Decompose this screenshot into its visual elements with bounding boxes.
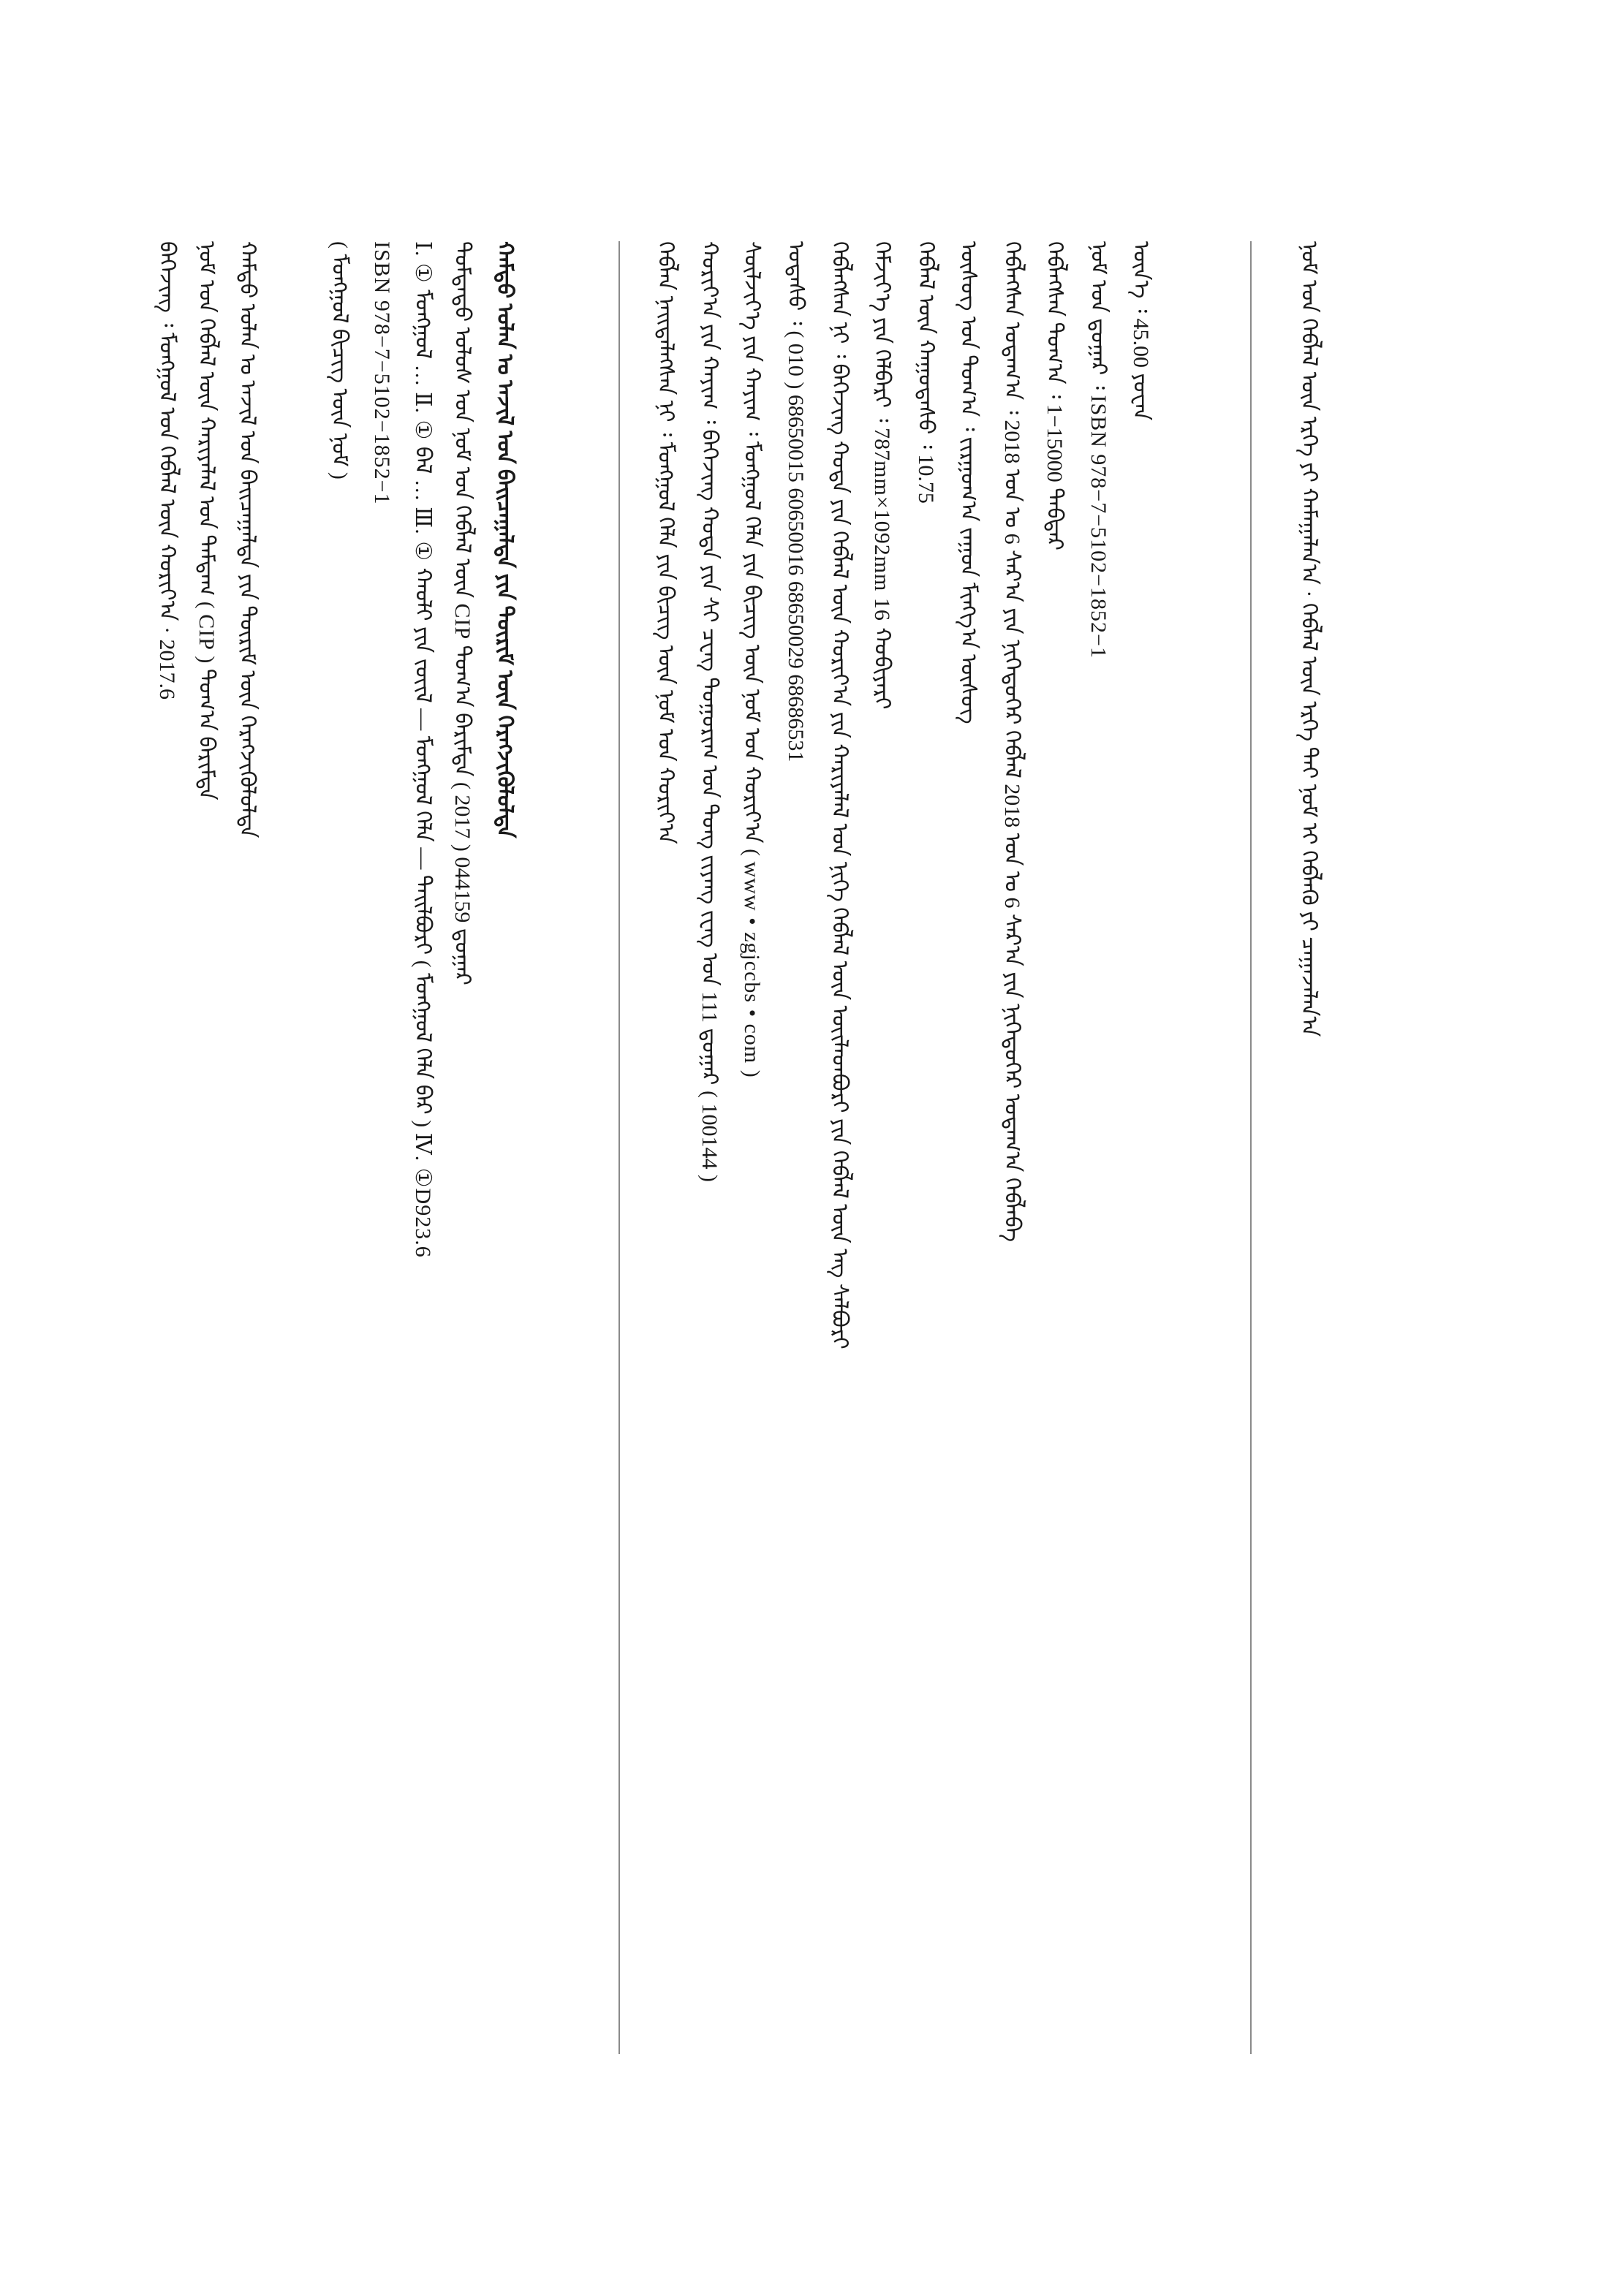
cip-publisher-line: ᠪᠡᠭᠡᠵᠢᠩ ᠄ ᠮᠣᠩᠭᠣᠯ ᠤᠨ ᠬᠡᠪᠯᠡᠯ ᠦᠨ ᠬᠣᠷᠢᠶ᠎ᠠ · 2017.6	[155, 241, 179, 700]
cip-data-bracket: ( ᠮᠣᠩᠭᠣᠯ ᠪᠢᠴᠢᠭ᠌ ᠦᠨ ᠨᠣᠮ )	[328, 241, 352, 480]
cip-cataloging-line: Ⅰ. ① ᠮᠣᠩᠭᠣᠯ … Ⅱ. ① ᠪᠡᠯ … Ⅲ. ① ᠬᠠᠤᠯᠢ ᠶᠢᠨ ᠵᠦᠢᠯ — ᠮᠣᠩᠭᠣᠯ ᠬᠡᠯᠡ — ᠲᠠᠢᠯᠪᠤᠷᠢ ( ᠮᠣᠩᠭᠣᠯ ᠬᠡᠯᠡ ᠪᠡᠷ ) Ⅳ. ①D923.6	[411, 241, 435, 1258]
colophon-format: ᠬᠡᠮᠵᠢᠶ᠎ᠡ ᠶᠢᠨ ᠬᠡᠯᠪᠡᠷᠢ ᠄ 787mm×1092mm 16 ᠬᠤᠪᠢᠶᠠᠷᠢ	[870, 241, 894, 710]
colophon-sheets: ᠬᠡᠪᠯᠡᠯ ᠦᠨ ᠬᠠᠭᠤᠳᠠᠰᠤ ᠄ 10.75	[914, 241, 938, 504]
cip-book-title: ᠬᠠᠮᠲᠤ ᠣᠯᠠᠨ ᠤ ᠠᠵᠢᠯ ᠤᠨ ᠪᠠᠢᠴᠠᠭᠠᠯᠲᠠ ᠶᠢᠨ ᠳᠦᠷᠢᠮ ᠦᠨ ᠬᠡᠷᠡᠭᠵᠢᠭᠦᠯᠦᠯᠲᠡ	[235, 241, 260, 838]
colophon-website: ᠰᠦᠯᠵᠢᠶ᠎ᠡ ᠶᠢᠨ ᠬᠠᠶᠢᠭ ᠄ ᠮᠣᠩᠭᠣᠯ ᠬᠡᠯᠡ ᠶᠢᠨ ᠪᠢᠴᠢᠭ᠌ ᠦᠨ ᠨᠣᠮ ᠤᠨ ᠬᠣᠷᠢᠶ᠎ᠠ ( www • zgjccbs • com )	[740, 241, 764, 1077]
cip-isbn-line: ISBN 978−7−5102−1852−1	[370, 241, 394, 505]
colophon-phone: ᠤᠲᠠᠰᠤ ᠄ ( 010 ) 68650015 60650016 68650029 68686531	[784, 241, 808, 762]
colophon-word-count: ᠦᠰᠦᠭ ᠤᠨ ᠲᠣᠭ᠎ᠠ ᠄ ᠵᠢᠷᠭᠤᠭ᠎ᠠ ᠵᠠᠭᠤᠨ ᠮᠢᠩᠭ᠎ᠠ ᠦᠰᠦᠭ	[956, 241, 980, 724]
divider-left	[618, 241, 620, 2054]
cip-data-line: ᠳᠤᠮᠳᠠᠳᠤ ᠤᠯᠤᠰ ᠤᠨ ᠨᠣᠮ ᠤᠨ ᠬᠡᠪᠯᠡᠯ ᠦᠨ CIP ᠲᠣᠭ᠎ᠠ ᠪᠠᠷᠢᠮᠲᠠ ( 2017 ) 044159 ᠳ᠋ᠤᠭᠠᠷ	[450, 241, 474, 985]
colophon-edition: ᠬᠡᠪᠯᠡᠭᠰᠡᠨ ᠤᠳᠠᠭ᠎ᠠ ᠄ 2018 ᠣᠨ ᠤ 6 ᠰᠠᠷ᠎ᠠ ᠶᠢᠨ ᠨᠢᠭᠡᠳᠦᠭᠡᠷ ᠬᠡᠪᠯᠡᠯ 2018 ᠣᠨ ᠤ 6 ᠰᠠᠷ᠎ᠠ ᠶᠢᠨ ᠨᠢᠭᠡᠳᠦᠭᠡᠷ ᠤᠳᠠᠭ᠎ᠠ ᠬᠡᠪᠯᠡᠪᠡ	[1000, 241, 1024, 1243]
colophon-print-count: ᠬᠡᠪᠯᠡᠭᠰᠡᠨ ᠲᠣᠭ᠎ᠠ ᠄ 1−15000 ᠳᠡᠪᠲᠡᠷ	[1043, 241, 1067, 551]
colophon-price: ᠦᠨ᠎ᠡ ᠄ 45.00 ᠶᠤᠸᠠᠨ	[1129, 241, 1153, 421]
colophon-distributor: ᠬᠡᠪᠯᠡᠨ ᠨᠡᠢᠲᠡᠯᠡᠭᠰᠡᠨ ᠨᠢ ᠄ ᠮᠣᠩᠭᠣᠯ ᠬᠡᠯᠡ ᠶᠢᠨ ᠪᠢᠴᠢᠭ᠌ ᠦᠨ ᠨᠣᠮ ᠤᠨ ᠬᠣᠷᠢᠶ᠎ᠠ	[654, 241, 678, 844]
colophon-translation-note: ᠨᠣᠮ ᠤᠨ ᠬᠡᠪᠯᠡᠯ ᠦᠨ ᠡᠷᠬᠡ ᠶᠢ ᠬᠠᠮᠠᠭᠠᠯᠠᠨ᠎ᠠ · ᠬᠡᠪᠯᠡᠯ ᠦᠨ ᠡᠷᠬᠡ ᠲᠠᠢ ᠨᠣᠮ ᠢ ᠬᠡᠪᠯᠡᠬᠦ ᠶᠢ ᠴᠠᠭᠠᠵᠠᠯᠠᠨ᠎ᠠ	[1297, 241, 1321, 1037]
divider-right	[1250, 241, 1252, 2054]
cip-header-title: ᠨᠣᠮ ᠤᠨ ᠬᠡᠪᠯᠡᠯ ᠦᠨ ᠬᠠᠷᠢᠶᠠᠯᠠᠯ ᠤᠨ ᠲᠡᠮᠳᠡᠭ᠋ ( CIP ) ᠲᠣᠭ᠎ᠠ ᠪᠠᠷᠢᠮᠲᠠ	[194, 241, 219, 800]
colophon-isbn: ᠨᠣᠮ ᠤᠨ ᠳ᠋ᠤᠭᠠᠷ ᠄ ISBN 978−7−5102−1852−1	[1086, 241, 1111, 659]
colophon-printer: ᠬᠡᠪᠯᠡᠭᠰᠡᠨ ᠨᠢ ᠄ ᠪᠡᠭᠡᠵᠢᠩ ᠬᠣᠲᠠ ᠶᠢᠨ ᠬᠡᠪᠯᠡᠯ ᠦᠨ ᠬᠣᠷᠢᠶ᠎ᠠ ᠶᠢᠨ ᠬᠠᠷᠢᠶᠠᠯᠠᠯ ᠤᠨ ᠨᠢᠭᠡ ᠬᠡᠪᠯᠡᠯ ᠦᠨ ᠦᠢᠯᠡᠳᠪᠦᠷᠢ ᠶᠢᠨ ᠬᠡᠪᠯᠡᠯ ᠦᠨ ᠡᠩ ᠰᠠᠯᠪᠤᠷᠢ	[828, 241, 852, 1349]
cip-section-heading: ᠬᠠᠮᠲᠤ ᠣᠯᠠᠨ ᠤ ᠠᠵᠢᠯ ᠤᠨ ᠪᠠᠢᠴᠠᠭᠠᠯᠲᠠ ᠶᠢᠨ ᠳᠦᠷᠢᠮ ᠦᠨ ᠬᠡᠷᠡᠭᠵᠢᠭᠦᠯᠦᠯᠲᠡ	[493, 241, 517, 838]
colophon-address: ᠬᠣᠷᠢᠶ᠎ᠠ ᠶᠢᠨ ᠬᠠᠶᠢᠭ ᠄ ᠪᠡᠭᠡᠵᠢᠩ ᠬᠣᠲᠠ ᠶᠢᠨ ᠰᠢ ᠴᠧᠩ ᠲᠣᠭᠣᠷᠢᠭ ᠤᠨ ᠳᠤᠩ ᠵᠢᠶᠠᠩ ᠵᠧᠩ ᠤᠨ 111 ᠳ᠋ᠤᠭᠠᠷ ( 100144 )	[697, 241, 722, 1182]
